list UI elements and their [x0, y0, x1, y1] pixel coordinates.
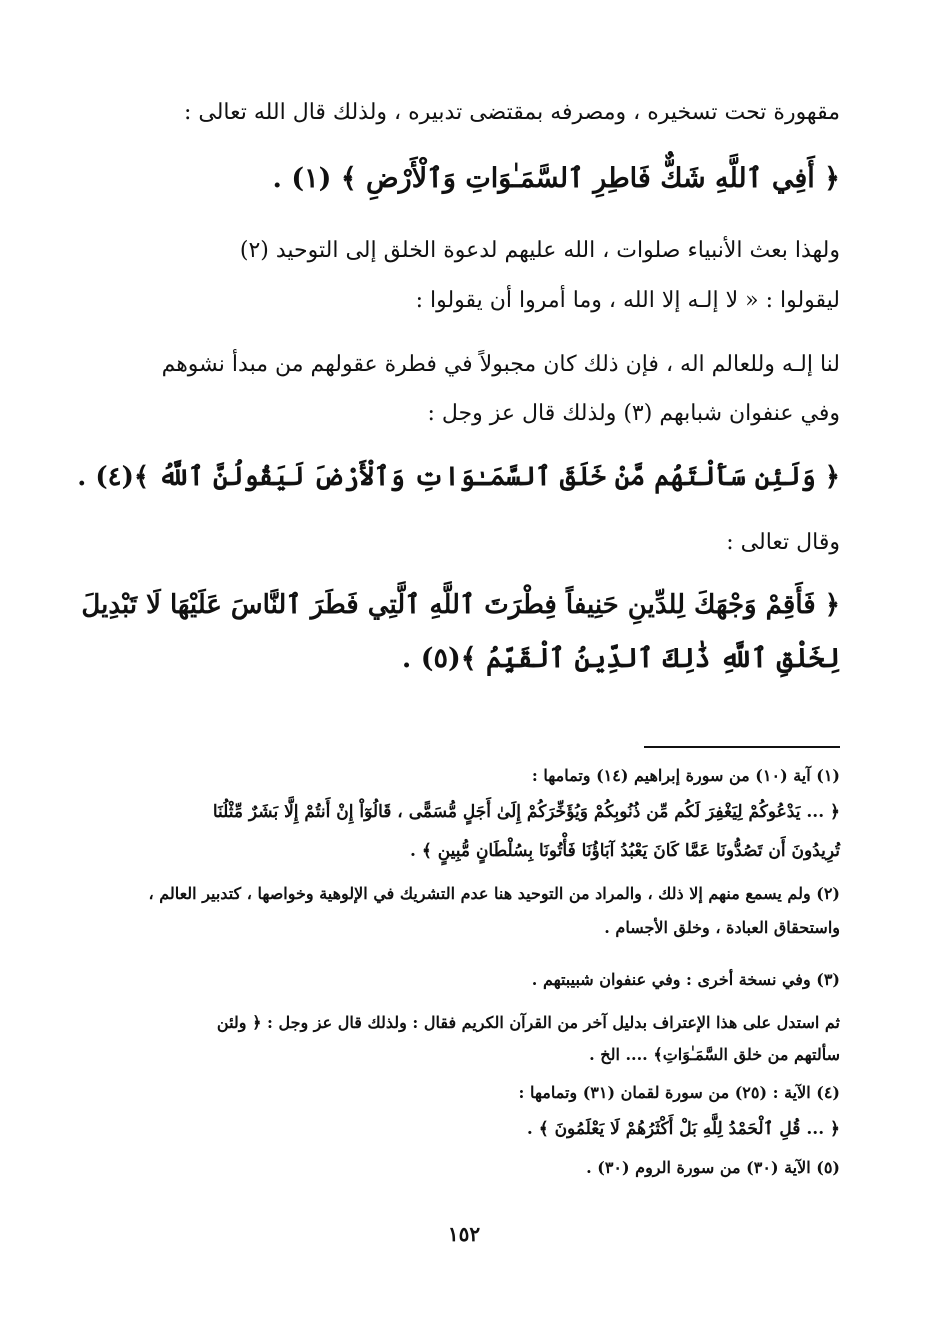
quran-verse: ﴿ فَأَقِمْ وَجْهَكَ لِلدِّينِ حَنِيفاً فِطْرَتَ ٱللَّهِ ٱلَّتِي فَطَرَ ٱلنَّاسَ عَلَيْهَا لَا تَبْدِيلَ [81, 590, 840, 620]
footnote-verse: تُرِيدُونَ أَن تَصُدُّونَا عَمَّا كَانَ يَعْبُدُ آبَاؤُنَا فَأْتُونَا بِسُلْطَانٍ مُّبِينٍ ﴾ . [410, 841, 840, 861]
footnote-divider [644, 746, 840, 748]
text-line: ليقولوا : « لا إلـه إلا الله ، وما أمروا أن يقولوا : [415, 288, 840, 313]
footnote-4: (٤) الآية : (٢٥) من سورة لقمان (٣١) وتمامها : [518, 1083, 840, 1102]
footnote-verse: ﴿ ... قُلِ ٱلْحَمْدُ لِلَّهِ بَلْ أَكْثَرُهُمْ لَا يَعْلَمُونَ ﴾ . [526, 1119, 840, 1139]
text-line: مقهورة تحت تسخيره ، ومصرفه بمقتضى تدبيره ، ولذلك قال الله تعالى : [183, 100, 840, 125]
footnote-2: (٢) ولم يسمع منهم إلا ذلك ، والمراد من التوحيد هنا عدم التشريك في الإلوهية وخواصها ، كتدبير العالم ، [148, 884, 840, 903]
page-number: ١٥٢ [447, 1222, 481, 1246]
footnote-3: (٣) وفي نسخة أخرى : وفي عنفوان شبيبتهم . [531, 970, 840, 989]
text-line: وقال تعالى : [726, 530, 840, 555]
footnote-2-cont: واستحقاق العبادة ، وخلق الأجسام . [604, 918, 840, 937]
quran-verse: ﴿ أَفِي ٱللَّهِ شَكٌّ فَاطِرِ ٱلسَّمَـٰوَاتِ وَٱلْأَرْضِ ﴾ (١) . [272, 163, 840, 194]
quran-verse: ﴿ وَلَئِن سَأَلْتَهُم مَّنْ خَلَقَ ٱلسَّمَـٰوَاتِ وَٱلْأَرْضَ لَيَقُولُنَّ ٱللَّهُ ﴾(٤) . [77, 462, 840, 492]
footnote-1: (١) آية (١٠) من سورة إبراهيم (١٤) وتمامها : [531, 766, 840, 785]
footnote-verse: ﴿ ... يَدْعُوكُمْ لِيَغْفِرَ لَكُم مِّن ذُنُوبِكُمْ وَيُؤَخِّرَكُمْ إِلَىٰ أَجَلٍ مُّسَمًّى ، قَالُوٓاْ إِنْ أَنتُمْ إِلَّا بَشَرٌ مِّثْلُنَا [212, 802, 840, 822]
text-line: لنا إلـه وللعالم اله ، فإن ذلك كان مجبولاً في فطرة عقولهم من مبدأ نشوهم [161, 352, 840, 377]
footnote-3-cont: ثم استدل على هذا الإعتراف بدليل آخر من القرآن الكريم فقال : ولذلك قال عز وجل : ﴿ ولئن [216, 1013, 840, 1032]
footnote-5: (٥) الآية (٣٠) من سورة الروم (٣٠) . [586, 1158, 840, 1177]
text-line: ولهذا بعث الأنبياء صلوات ، الله عليهم لدعوة الخلق إلى التوحيد (٢) [239, 238, 840, 263]
quran-verse: لِخَلْقِ ٱللَّهِ ذَٰلِكَ ٱلدِّينُ ٱلْقَيِّمُ ﴾(٥) . [401, 643, 840, 674]
text-line: وفي عنفوان شبابهم (٣) ولذلك قال عز وجل : [427, 401, 840, 426]
footnote-3-cont: سألتهم من خلق السَّمَـٰوَاتِ﴾ .... الخ . [589, 1045, 840, 1064]
